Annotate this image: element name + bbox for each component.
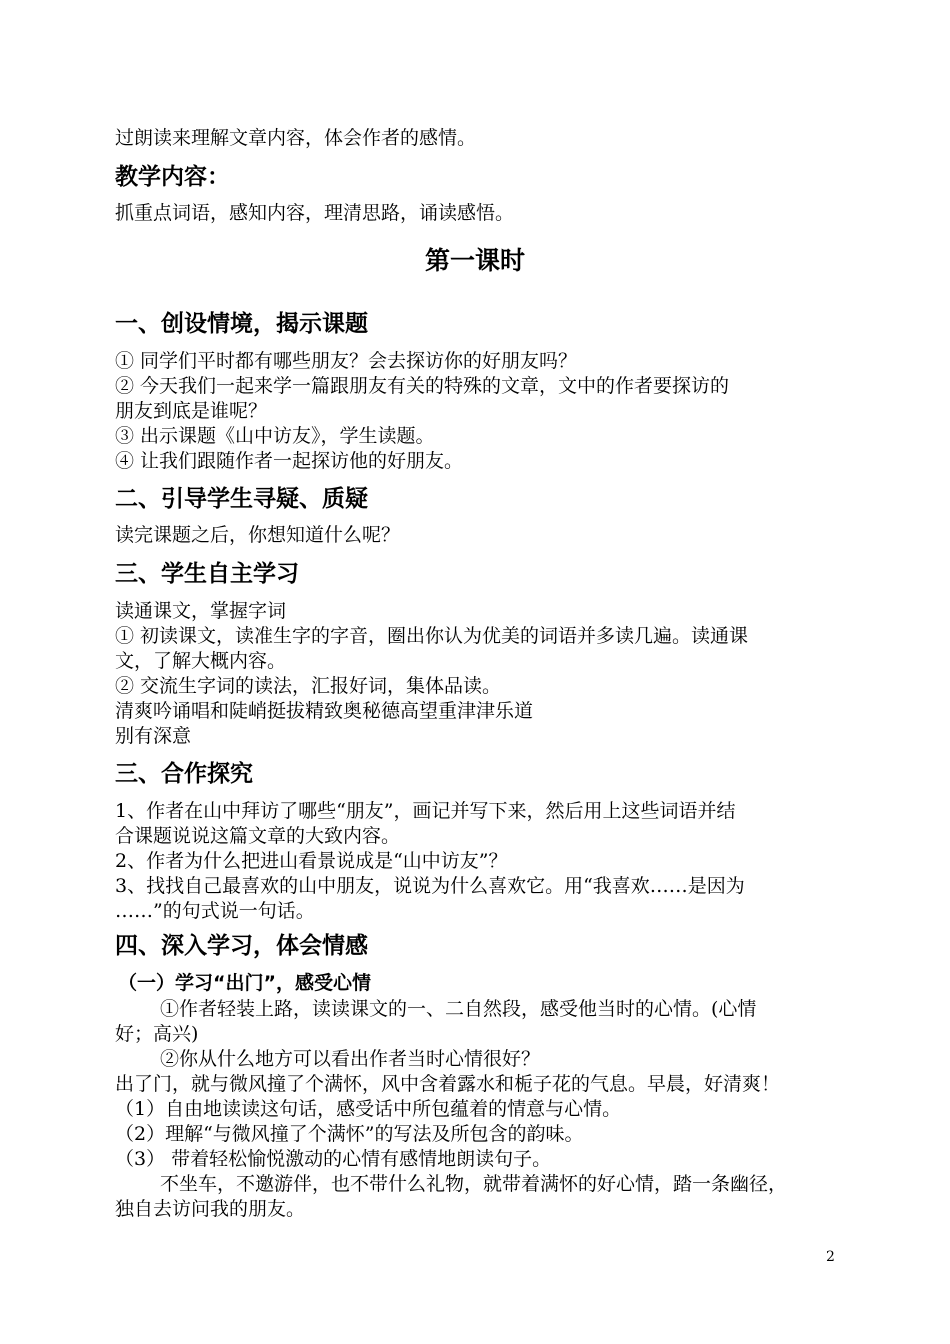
section4-line: 1、作者在山中拜访了哪些“朋友”，画记并写下来，然后用上这些词语并结 xyxy=(115,800,736,822)
section4-line: 3、找找自己最喜欢的山中朋友，说说为什么喜欢它。用“我喜欢……是因为 xyxy=(115,875,745,897)
section2-text: 读完课题之后，你想知道什么呢？ xyxy=(115,524,401,546)
section3-line: ② 交流生字词的读法，汇报好词，集体品读。 xyxy=(115,675,502,697)
section3-line: 文，了解大概内容。 xyxy=(115,650,287,672)
section5-sub-heading: （一）学习“出门”，感受心情 xyxy=(118,972,371,994)
section4-line: 合课题说说这篇文章的大致内容。 xyxy=(115,825,401,847)
section1-line: 朋友到底是谁呢？ xyxy=(115,400,268,422)
section1-line: ④ 让我们跟随作者一起探访他的好朋友。 xyxy=(115,450,464,472)
lesson-title: 第一课时 xyxy=(424,246,525,275)
section3-line: ① 初读课文，读准生字的字音，圈出你认为优美的词语并多读几遍。读通课 xyxy=(115,625,749,647)
section3-heading: 三、学生自主学习 xyxy=(115,561,299,587)
section5-line: 不坐车，不邀游伴，也不带什么礼物，就带着满怀的好心情，踏一条幽径， xyxy=(160,1173,788,1195)
section5-line: 出了门，就与微风撞了个满怀，风中含着露水和栀子花的气息。早晨，好清爽！ xyxy=(115,1073,781,1095)
intro-line: 过朗读来理解文章内容，体会作者的感情。 xyxy=(115,127,477,149)
teaching-content-heading: 教学内容： xyxy=(115,164,230,190)
section5-line: ②你从什么地方可以看出作者当时心情很好？ xyxy=(160,1048,541,1070)
section5-line: （1）自由地读读这句话，感受话中所包蕴着的情意与心情。 xyxy=(115,1098,622,1120)
section3-line: 读通课文，掌握字词 xyxy=(115,600,287,622)
section1-line: ① 同学们平时都有哪些朋友？会去探访你的好朋友吗？ xyxy=(115,350,578,372)
section5-line: （2）理解“与微风撞了个满怀”的写法及所包含的韵味。 xyxy=(115,1123,584,1145)
page-number: 2 xyxy=(826,1249,835,1265)
section4-line: ……”的句式说一句话。 xyxy=(115,900,315,922)
vocab-last-word: 别有深意 xyxy=(115,725,192,747)
section1-heading: 一、创设情境，揭示课题 xyxy=(115,311,368,337)
teaching-content-text: 抓重点词语，感知内容，理清思路，诵读感悟。 xyxy=(115,202,515,224)
vocabulary-words-row: 清爽吟诵唱和陡峭挺拔精致奥秘德高望重津津乐道 xyxy=(115,700,534,722)
section5-line: ①作者轻装上路，读读课文的一、二自然段，感受他当时的心情。(心情 xyxy=(160,998,757,1020)
section4-heading: 三、合作探究 xyxy=(115,761,253,787)
section1-line: ② 今天我们一起来学一篇跟朋友有关的特殊的文章，文中的作者要探访的 xyxy=(115,375,730,397)
section5-line: （3） 带着轻松愉悦激动的心情有感情地朗读句子。 xyxy=(115,1148,552,1170)
section5-line: 好；高兴) xyxy=(115,1023,199,1045)
section5-line: 独自去访问我的朋友。 xyxy=(115,1198,306,1220)
section4-line: 2、作者为什么把进山看景说成是“山中访友”？ xyxy=(115,850,508,872)
section5-heading: 四、深入学习，体会情感 xyxy=(115,933,368,959)
section1-line: ③ 出示课题《山中访友》，学生读题。 xyxy=(115,425,435,447)
section2-heading: 二、引导学生寻疑、质疑 xyxy=(115,486,368,512)
